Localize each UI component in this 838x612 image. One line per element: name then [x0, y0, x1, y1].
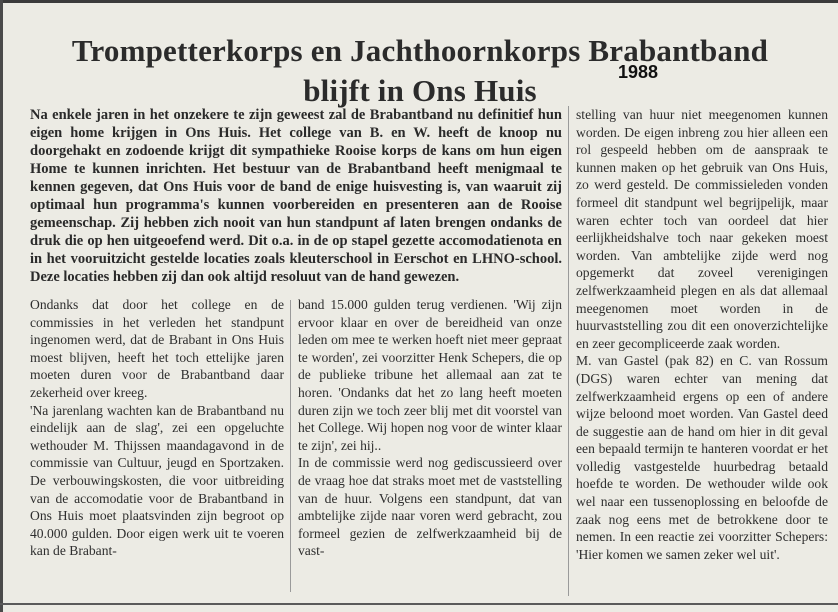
- top-border-rule: [0, 0, 838, 3]
- left-border-rule: [0, 0, 3, 612]
- body-column-1: [30, 296, 284, 560]
- column-divider: [290, 300, 291, 592]
- paragraph: 'Na jarenlang wachten kan de Brabantband nu eindelijk aan de slag', zei een opgeluchte wethouder M. Thijssen maandagavond in de commissie van Cultuur, jeugd en Sportzaken. De verbouwingskosten, die voor uitbreiding van de accomodatie voor de Brabantband in Ons Huis moet plaatsvinden zijn begroot op 40.000 gulden. Door eigen werk uit te voeren kan de Brabant-: [30, 402, 284, 559]
- paragraph: band 15.000 gulden terug verdienen. 'Wij zijn ervoor klaar en over de bereidheid van onze leden om mee te werken hoeft niet meer gepraat te worden', zei voorzitter Henk Schepers, die op de publieke tribune het allemaal aan zat te horen. 'Ondanks dat het zo lang heeft moeten duren zijn we toch zeer blij met dit voorstel van het College. Wij hopen nog voor de winter klaar te zijn', zei hij..: [298, 297, 562, 453]
- headline-line-2: blijft in Ons Huis: [303, 72, 537, 108]
- year-annotation: 1988: [618, 62, 659, 82]
- paragraph: M. van Gastel (pak 82) en C. van Rossum (DGS) waren echter van mening dat zelfwerkzaamheid ergens op een of andere wijze beloond moet worden. Van Gastel deed de suggestie aan de hand om hier in dit geval een bepaald termijn te hanteren voordat er het volledig vastgestelde huurbedrag betaald hoefde te worden. De wethouder wilde ook wel naar een tussenoplossing en beloofde de zaak nog eens met de betrokkene door te nemen. In een reactie zei voorzitter Schepers: 'Hier komen we samen zeker wel uit'.: [576, 353, 828, 562]
- lead-paragraph: Na enkele jaren in het onzekere te zijn geweest zal de Brabantband nu definitief hun eigen home krijgen in Ons Huis. Het college van B. en W. heeft de knoop nu doorgehakt en zodoende krijgt dit sympathieke Rooise korps de kans om hun eigen Home te kunnen inrichten. Het bestuur van de Brabantband heeft menigmaal te kennen gegeven, dat Ons Huis voor de band de enige huisvesting is, van waaruit zij optimaal hun programma's kunnen voorbereiden en presenteren aan de Rooise gemeenschap. Zij hebben zich nooit van hun standpunt af laten brengen ondanks de druk die op hen uitgeoefend werd. Dit o.a. in de op stapel gezette accomodatienota en in het vooruitzicht gestelde locaties zoals kleuterschool in Eerschot en LHNO-school. Deze locaties hebben zij dan ook altijd resoluut van de hand gewezen.: [30, 107, 562, 286]
- headline: [20, 31, 820, 111]
- paragraph: stelling van huur niet meegenomen kunnen worden. De eigen inbreng zou hier alleen een rol gespeeld hebben om de aanspraak te kunnen maken op het gebruik van Ons Huis, zo werd gesteld. De commissieleden vonden formeel dit standpunt wel begrijpelijk, maar waren echter toch van oordeel dat hier eerlijkheidshalve toch naar gekeken moest worden. Van ambtelijke zijde werd nog opgemerkt dat zoveel verenigingen zelfwerkzaamheid plegen en als dat allemaal meegenomen moet worden in de huurvaststelling zou dit een onoverzichtelijke en zeer gecompliceerde zaak worden.: [576, 107, 828, 351]
- bottom-border-rule: [0, 603, 838, 605]
- column-divider: [568, 106, 569, 596]
- body-column-3: [576, 106, 828, 563]
- paragraph: In de commissie werd nog gediscussieerd over de vraag hoe dat straks moet met de vaststelling van de huur. Volgens een standpunt, dat van ambtelijke zijde naar voren werd gebracht, zou formeel gezien de zelfwerkzaamheid bij de vast-: [298, 455, 562, 559]
- body-column-2: [298, 296, 562, 560]
- paragraph: Ondanks dat door het college en de commissies in het verleden het standpunt ingenomen werd, dat de Brabant in Ons Huis moest blijven, heeft het toch ettelijke jaren moeten duren voor de Brabantband daar zekerheid over kreeg.: [30, 297, 284, 400]
- headline-line-1: Trompetterkorps en Jachthoornkorps Brabantband: [71, 32, 769, 68]
